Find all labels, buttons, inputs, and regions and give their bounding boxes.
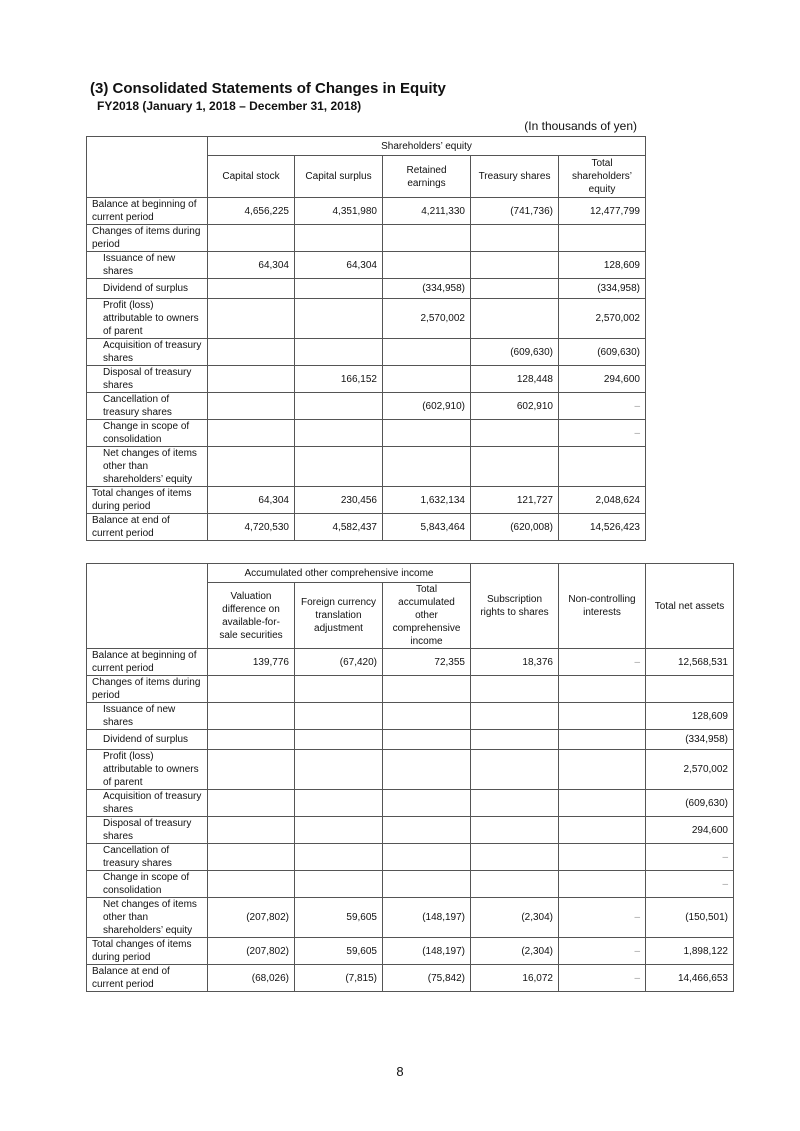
table-row bbox=[87, 393, 646, 420]
value-cell bbox=[208, 790, 295, 817]
value-cell bbox=[295, 447, 383, 487]
value-cell bbox=[208, 225, 295, 252]
value-cell: (334,958) bbox=[559, 279, 646, 299]
value-cell bbox=[383, 339, 471, 366]
column-header: Valuation difference on available-for-sale securities bbox=[208, 583, 295, 649]
value-cell: 72,355 bbox=[383, 649, 471, 676]
row-label: Dividend of surplus bbox=[87, 279, 208, 299]
value-cell bbox=[208, 339, 295, 366]
value-cell bbox=[383, 366, 471, 393]
column-header: Total accumulated other comprehensive income bbox=[383, 583, 471, 649]
value-cell: – bbox=[559, 649, 646, 676]
value-cell bbox=[559, 447, 646, 487]
value-cell bbox=[295, 750, 383, 790]
value-cell bbox=[471, 730, 559, 750]
row-label: Issuance of new shares bbox=[87, 703, 208, 730]
table-row bbox=[87, 676, 734, 703]
value-cell bbox=[471, 252, 559, 279]
value-cell: (620,008) bbox=[471, 514, 559, 541]
value-cell bbox=[471, 225, 559, 252]
value-cell bbox=[208, 817, 295, 844]
value-cell bbox=[471, 420, 559, 447]
value-cell bbox=[295, 676, 383, 703]
row-label: Balance at beginning of current period bbox=[87, 198, 208, 225]
value-cell bbox=[383, 871, 471, 898]
table-row bbox=[87, 965, 734, 992]
value-cell bbox=[383, 225, 471, 252]
value-cell bbox=[295, 299, 383, 339]
value-cell: 121,727 bbox=[471, 487, 559, 514]
column-header: Non-controlling interests bbox=[559, 564, 646, 649]
value-cell: 2,570,002 bbox=[559, 299, 646, 339]
value-cell: – bbox=[646, 844, 734, 871]
value-cell bbox=[559, 703, 646, 730]
value-cell bbox=[471, 447, 559, 487]
value-cell bbox=[295, 817, 383, 844]
value-cell: (334,958) bbox=[646, 730, 734, 750]
value-cell: 128,609 bbox=[646, 703, 734, 730]
table-row bbox=[87, 750, 734, 790]
value-cell: 5,843,464 bbox=[383, 514, 471, 541]
column-header: Capital surplus bbox=[295, 156, 383, 198]
value-cell bbox=[208, 676, 295, 703]
table-row bbox=[87, 198, 646, 225]
value-cell: (7,815) bbox=[295, 965, 383, 992]
value-cell bbox=[559, 225, 646, 252]
value-cell: 230,456 bbox=[295, 487, 383, 514]
row-label: Profit (loss) attributable to owners of parent bbox=[87, 750, 208, 790]
column-header: Retained earnings bbox=[383, 156, 471, 198]
value-cell bbox=[295, 225, 383, 252]
value-cell: 4,351,980 bbox=[295, 198, 383, 225]
value-cell: – bbox=[559, 965, 646, 992]
value-cell: – bbox=[559, 393, 646, 420]
value-cell: (741,736) bbox=[471, 198, 559, 225]
value-cell: (75,842) bbox=[383, 965, 471, 992]
row-label: Dividend of surplus bbox=[87, 730, 208, 750]
column-header: Capital stock bbox=[208, 156, 295, 198]
value-cell bbox=[471, 703, 559, 730]
value-cell bbox=[559, 844, 646, 871]
row-label: Disposal of treasury shares bbox=[87, 817, 208, 844]
value-cell bbox=[471, 871, 559, 898]
value-cell bbox=[471, 750, 559, 790]
value-cell: 4,720,530 bbox=[208, 514, 295, 541]
value-cell: 14,526,423 bbox=[559, 514, 646, 541]
row-label-header bbox=[87, 137, 208, 198]
value-cell bbox=[559, 817, 646, 844]
value-cell: 16,072 bbox=[471, 965, 559, 992]
value-cell bbox=[471, 790, 559, 817]
value-cell bbox=[383, 703, 471, 730]
column-header: Subscription rights to shares bbox=[471, 564, 559, 649]
value-cell bbox=[471, 676, 559, 703]
column-header: Foreign currency translation adjustment bbox=[295, 583, 383, 649]
row-label: Cancellation of treasury shares bbox=[87, 844, 208, 871]
row-label: Changes of items during period bbox=[87, 225, 208, 252]
table-row bbox=[87, 487, 646, 514]
table-row bbox=[87, 817, 734, 844]
row-label: Acquisition of treasury shares bbox=[87, 790, 208, 817]
table-row bbox=[87, 366, 646, 393]
value-cell: 294,600 bbox=[646, 817, 734, 844]
value-cell bbox=[559, 730, 646, 750]
row-label: Total changes of items during period bbox=[87, 487, 208, 514]
column-header: Total shareholders’ equity bbox=[559, 156, 646, 198]
value-cell bbox=[295, 730, 383, 750]
value-cell: 59,605 bbox=[295, 938, 383, 965]
value-cell: (602,910) bbox=[383, 393, 471, 420]
page-title: (3) Consolidated Statements of Changes in Equity bbox=[90, 80, 446, 97]
value-cell bbox=[559, 676, 646, 703]
value-cell: (2,304) bbox=[471, 898, 559, 938]
value-cell bbox=[208, 703, 295, 730]
value-cell: – bbox=[646, 871, 734, 898]
value-cell bbox=[383, 447, 471, 487]
value-cell: – bbox=[559, 420, 646, 447]
table-row bbox=[87, 938, 734, 965]
table-row bbox=[87, 420, 646, 447]
value-cell bbox=[295, 420, 383, 447]
value-cell bbox=[295, 279, 383, 299]
value-cell bbox=[559, 750, 646, 790]
row-label: Changes of items during period bbox=[87, 676, 208, 703]
row-label: Balance at end of current period bbox=[87, 514, 208, 541]
value-cell: 1,898,122 bbox=[646, 938, 734, 965]
value-cell: 2,048,624 bbox=[559, 487, 646, 514]
table-row bbox=[87, 703, 734, 730]
unit-note: (In thousands of yen) bbox=[524, 119, 637, 133]
table-row bbox=[87, 790, 734, 817]
value-cell: 166,152 bbox=[295, 366, 383, 393]
value-cell: (334,958) bbox=[383, 279, 471, 299]
column-header: Treasury shares bbox=[471, 156, 559, 198]
value-cell: (609,630) bbox=[646, 790, 734, 817]
table-row bbox=[87, 871, 734, 898]
value-cell: (2,304) bbox=[471, 938, 559, 965]
value-cell: (207,802) bbox=[208, 938, 295, 965]
comprehensive-income-table bbox=[86, 563, 734, 992]
value-cell: 128,609 bbox=[559, 252, 646, 279]
row-label: Disposal of treasury shares bbox=[87, 366, 208, 393]
value-cell bbox=[208, 730, 295, 750]
table-row bbox=[87, 279, 646, 299]
value-cell: – bbox=[559, 938, 646, 965]
value-cell bbox=[383, 790, 471, 817]
row-label: Net changes of items other than shareholders’ equity bbox=[87, 898, 208, 938]
value-cell bbox=[208, 750, 295, 790]
row-label: Change in scope of consolidation bbox=[87, 871, 208, 898]
value-cell: 4,582,437 bbox=[295, 514, 383, 541]
value-cell bbox=[295, 703, 383, 730]
column-header: Total net assets bbox=[646, 564, 734, 649]
page-number: 8 bbox=[396, 1064, 404, 1079]
value-cell bbox=[559, 790, 646, 817]
value-cell: 64,304 bbox=[295, 252, 383, 279]
row-label: Balance at beginning of current period bbox=[87, 649, 208, 676]
value-cell bbox=[471, 299, 559, 339]
value-cell: 2,570,002 bbox=[646, 750, 734, 790]
value-cell bbox=[646, 676, 734, 703]
value-cell: (609,630) bbox=[471, 339, 559, 366]
value-cell: 2,570,002 bbox=[383, 299, 471, 339]
value-cell bbox=[471, 844, 559, 871]
group-header: Accumulated other comprehensive income bbox=[208, 564, 471, 583]
table-row bbox=[87, 339, 646, 366]
value-cell: (148,197) bbox=[383, 898, 471, 938]
row-label: Total changes of items during period bbox=[87, 938, 208, 965]
value-cell bbox=[471, 817, 559, 844]
table-row bbox=[87, 299, 646, 339]
group-header: Shareholders’ equity bbox=[208, 137, 646, 156]
value-cell bbox=[208, 279, 295, 299]
value-cell bbox=[383, 750, 471, 790]
value-cell bbox=[295, 871, 383, 898]
value-cell: 64,304 bbox=[208, 487, 295, 514]
table-row bbox=[87, 252, 646, 279]
value-cell: (207,802) bbox=[208, 898, 295, 938]
value-cell bbox=[383, 420, 471, 447]
value-cell bbox=[208, 420, 295, 447]
table-row bbox=[87, 730, 734, 750]
value-cell bbox=[208, 366, 295, 393]
value-cell bbox=[295, 393, 383, 420]
row-label: Change in scope of consolidation bbox=[87, 420, 208, 447]
value-cell: 14,466,653 bbox=[646, 965, 734, 992]
value-cell bbox=[295, 790, 383, 817]
value-cell: (609,630) bbox=[559, 339, 646, 366]
value-cell bbox=[208, 447, 295, 487]
value-cell: 4,656,225 bbox=[208, 198, 295, 225]
value-cell: (150,501) bbox=[646, 898, 734, 938]
value-cell bbox=[383, 676, 471, 703]
value-cell bbox=[295, 339, 383, 366]
value-cell: – bbox=[559, 898, 646, 938]
value-cell bbox=[559, 871, 646, 898]
value-cell: 139,776 bbox=[208, 649, 295, 676]
row-label: Issuance of new shares bbox=[87, 252, 208, 279]
table-row bbox=[87, 447, 646, 487]
value-cell bbox=[383, 730, 471, 750]
value-cell bbox=[471, 279, 559, 299]
value-cell bbox=[208, 844, 295, 871]
value-cell: 4,211,330 bbox=[383, 198, 471, 225]
value-cell: 59,605 bbox=[295, 898, 383, 938]
value-cell bbox=[208, 393, 295, 420]
value-cell: (67,420) bbox=[295, 649, 383, 676]
value-cell bbox=[383, 817, 471, 844]
row-label: Net changes of items other than shareholders’ equity bbox=[87, 447, 208, 487]
value-cell: 602,910 bbox=[471, 393, 559, 420]
row-label-header bbox=[87, 564, 208, 649]
row-label: Balance at end of current period bbox=[87, 965, 208, 992]
table-row bbox=[87, 649, 734, 676]
table-row bbox=[87, 514, 646, 541]
value-cell bbox=[208, 299, 295, 339]
value-cell: 64,304 bbox=[208, 252, 295, 279]
period-subtitle: FY2018 (January 1, 2018 – December 31, 2018) bbox=[97, 99, 362, 113]
value-cell bbox=[208, 871, 295, 898]
row-label: Cancellation of treasury shares bbox=[87, 393, 208, 420]
table-row bbox=[87, 898, 734, 938]
value-cell: 128,448 bbox=[471, 366, 559, 393]
table-row bbox=[87, 844, 734, 871]
value-cell: 1,632,134 bbox=[383, 487, 471, 514]
value-cell: 18,376 bbox=[471, 649, 559, 676]
value-cell: 294,600 bbox=[559, 366, 646, 393]
value-cell bbox=[383, 844, 471, 871]
value-cell: 12,568,531 bbox=[646, 649, 734, 676]
value-cell: (148,197) bbox=[383, 938, 471, 965]
value-cell bbox=[383, 252, 471, 279]
value-cell: 12,477,799 bbox=[559, 198, 646, 225]
row-label: Acquisition of treasury shares bbox=[87, 339, 208, 366]
row-label: Profit (loss) attributable to owners of parent bbox=[87, 299, 208, 339]
shareholders-equity-table bbox=[86, 136, 646, 541]
table-row bbox=[87, 225, 646, 252]
value-cell bbox=[295, 844, 383, 871]
value-cell: (68,026) bbox=[208, 965, 295, 992]
